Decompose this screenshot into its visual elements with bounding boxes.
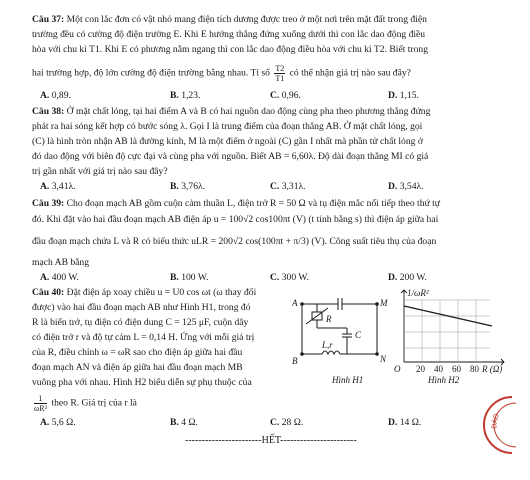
q39-line2: đó. Khi đặt vào hai đầu đoạn mạch AB điện áp u = 100√2 cos100πt (V) (t tính bằng s) thì điện áp giữa hai (32, 214, 439, 225)
q38-line1: Câu 38: Ở mặt chất lỏng, tại hai điểm A và B có hai nguồn dao động cùng pha theo phương thẳng đứng (32, 106, 431, 117)
q40-line2: được) vào hai đầu đoạn mạch AB như Hình H1, trong đó (32, 302, 251, 313)
q37-option-d[interactable]: D. 1,15. (388, 90, 419, 101)
q40-line5: của R, điều chỉnh ω = ωR sao cho điện áp giữa hai đầu (32, 347, 243, 358)
q40-fraction-den: ωR² (34, 404, 47, 413)
graph-h2 (392, 286, 512, 376)
q39-line3: đầu đoạn mạch chứa L và R có biểu thức uLR = 200√2 cos(100πt + π/3) (V). Công suất tiêu thụ của đoạn (32, 236, 437, 247)
h1-label-r: R (326, 314, 332, 324)
q39-line1: Câu 39: Cho đoạn mạch AB gồm cuộn cảm thuần L, điện trở R = 50 Ω và tụ điện mắc nối tiếp theo thứ tự (32, 198, 440, 209)
h1-label-lr: L,r (322, 340, 333, 350)
option-letter: C. (270, 181, 280, 192)
h2-y-label: 1/ωR² (407, 288, 429, 298)
q37-option-c[interactable]: C. 0,96. (270, 90, 301, 101)
option-letter: B. (170, 417, 179, 428)
option-letter: D. (388, 272, 398, 283)
h2-caption: Hình H2 (428, 375, 460, 385)
option-letter: D. (388, 181, 398, 192)
h2-origin: O (394, 364, 401, 374)
option-letter: C. (270, 272, 280, 283)
q37-option-a[interactable]: A. 0,89. (40, 90, 71, 101)
q39-option-c[interactable]: C. 300 W. (270, 272, 309, 283)
h1-label-c: C (355, 330, 362, 340)
q40-option-b[interactable]: B. 4 Ω. (170, 417, 198, 428)
q38-option-c[interactable]: C. 3,31λ. (270, 181, 306, 192)
option-letter: A. (40, 90, 50, 101)
q37-ratio (274, 64, 285, 83)
q38-option-d[interactable]: D. 3,54λ. (388, 181, 424, 192)
h1-label-m: M (380, 298, 388, 308)
q37-line1: Câu 37: Một con lắc đơn có vật nhỏ mang điện tích dương được treo ở một nơi trên mặt đất trong điện (32, 14, 427, 25)
option-letter: C. (270, 90, 280, 101)
h2-tick-80: 80 (470, 364, 479, 374)
q40-line8 (32, 394, 137, 413)
q40-line6: đoạn mạch AN và điện áp giữa hai đầu đoạn mạch MB (32, 362, 243, 373)
q38-line4: đó dao động với biên độ cực đại và cùng pha với nguồn. Biết AB = 6,60λ. Độ dài đoạn thẳng MI có giá (32, 151, 429, 162)
h1-label-a: A (292, 298, 298, 308)
h1-label-n: N (380, 354, 387, 364)
q40-fraction (34, 394, 47, 413)
q40-line4: có điện trở r và độ tự cảm L = 0,14 H. Ứng với mỗi giá trị (32, 332, 255, 343)
q37-line4 (32, 64, 411, 83)
h1-label-b: B (292, 356, 298, 366)
q38-line2: phát ra hai sóng kết hợp có bước sóng λ. Gọi I là trung điểm của đoạn thẳng AB. Ở mặt chất lỏng, gọi (32, 121, 423, 132)
red-stamp (482, 395, 518, 455)
end-marker: -----------------------HẾT----------------------- (185, 435, 357, 446)
h2-tick-40: 40 (434, 364, 443, 374)
q40-fraction-num: 1 (34, 394, 47, 404)
option-letter: C. (270, 417, 280, 428)
q40-line3: R là biến trở, tụ điện có điện dung C = 125 μF, cuộn dây (32, 317, 249, 328)
q40-option-d[interactable]: D. 14 Ω. (388, 417, 422, 428)
q38-option-b[interactable]: B. 3,76λ. (170, 181, 206, 192)
q39-option-b[interactable]: B. 100 W. (170, 272, 209, 283)
option-letter: B. (170, 181, 179, 192)
stamp-text: ĐÁO (491, 413, 501, 430)
q40-line8-text: theo R. Giá trị của r là (51, 397, 137, 409)
q37-ratio-num: T2 (275, 64, 285, 73)
q38-line3: (C) là hình tròn nhận AB là đường kính, M là một điểm ở ngoài (C) gần I nhất mà phần tử chất lỏng ở (32, 136, 423, 147)
q39-option-a[interactable]: A. 400 W. (40, 272, 79, 283)
q40-option-a[interactable]: A. 5,6 Ω. (40, 417, 76, 428)
q38-option-a[interactable]: A. 3,41λ. (40, 181, 76, 192)
option-letter: A. (40, 181, 50, 192)
q37-line2: trường đều có cường độ điện trường E. Khi E hướng thẳng đứng xuống dưới thì con lắc dao động điều (32, 29, 426, 40)
option-letter: B. (170, 272, 179, 283)
q40-line1: Câu 40: Đặt điện áp xoay chiều u = U0 cos ωt (ω thay đổi (32, 287, 257, 298)
question-number: Câu 40: (32, 287, 65, 298)
h2-tick-20: 20 (416, 364, 425, 374)
option-letter: D. (388, 417, 398, 428)
q38-line5: trị gần nhất với giá trị nào sau đây? (32, 166, 168, 177)
q39-line4: mạch AB bằng (32, 257, 90, 268)
q37-option-b[interactable]: B. 1,23. (170, 90, 201, 101)
q37-line4-end: có thể nhận giá trị nào sau đây? (289, 67, 411, 79)
q40-option-c[interactable]: C. 28 Ω. (270, 417, 304, 428)
question-number: Câu 38: (32, 106, 65, 117)
q40-line7: vuông pha với nhau. Hình H2 biểu diễn sự phụ thuộc của (32, 377, 252, 388)
q37-line3: hòa với chu kì T1. Khi E có phương nằm ngang thì con lắc dao động điều hòa với chu kì T2. Biết trong (32, 44, 429, 55)
q39-option-d[interactable]: D. 200 W. (388, 272, 427, 283)
option-letter: D. (388, 90, 398, 101)
question-number: Câu 37: (32, 14, 65, 25)
question-number: Câu 39: (32, 198, 65, 209)
option-letter: A. (40, 272, 50, 283)
h1-caption: Hình H1 (332, 375, 364, 385)
option-letter: B. (170, 90, 179, 101)
option-letter: A. (40, 417, 50, 428)
q37-line4-text: hai trường hợp, độ lớn cường độ điện trường bằng nhau. Tỉ số (32, 67, 270, 79)
circuit-diagram-h1 (292, 292, 392, 374)
h2-x-label: R (Ω) (482, 364, 503, 374)
q37-ratio-den: T1 (275, 74, 285, 83)
h2-tick-60: 60 (452, 364, 461, 374)
